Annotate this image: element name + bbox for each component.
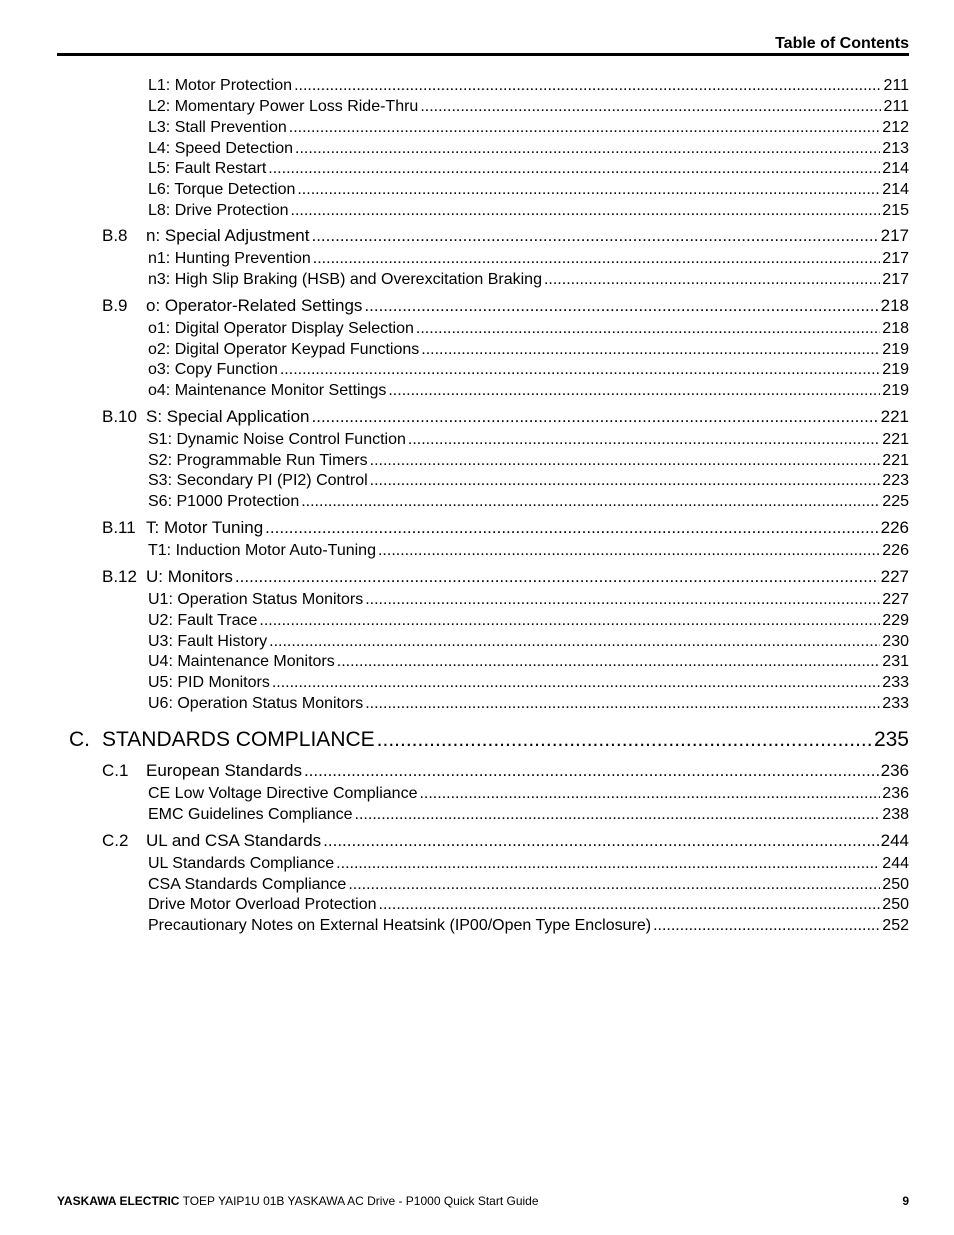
footer-doc-title: TOEP YAIP1U 01B YASKAWA AC Drive - P1000 Quick Start Guide xyxy=(182,1194,539,1208)
toc-entry-label xyxy=(102,761,302,781)
toc-entry-sub[interactable] xyxy=(148,472,909,492)
toc-entry-label xyxy=(148,271,542,289)
toc-entry-number: B.8 xyxy=(102,226,128,245)
toc-entry-text: CSA Standards Compliance xyxy=(148,876,347,893)
toc-entry-sub[interactable] xyxy=(148,382,909,402)
toc-entry-page: 217 xyxy=(880,226,909,245)
toc-entry-label xyxy=(148,785,417,803)
toc-leader-dots xyxy=(379,896,881,914)
toc-leader-dots xyxy=(416,320,880,338)
toc-entry-page: 233 xyxy=(882,674,909,691)
toc-entry-text: UL Standards Compliance xyxy=(148,855,335,872)
toc-entry-text: n1: Hunting Prevention xyxy=(148,250,311,267)
toc-entry-sub[interactable] xyxy=(148,612,909,632)
toc-entry-page: 236 xyxy=(882,785,909,802)
toc-entry-sub[interactable] xyxy=(148,806,909,826)
toc-entry-text: L4: Speed Detection xyxy=(148,140,293,157)
toc-entry-label xyxy=(148,98,418,116)
toc-entry-sec[interactable] xyxy=(102,296,909,318)
toc-leader-dots xyxy=(653,917,880,935)
toc-entry-number: C.2 xyxy=(102,831,129,850)
toc-entry-sub[interactable] xyxy=(148,674,909,694)
toc-entry-text: o3: Copy Function xyxy=(148,361,278,378)
toc-entry-text: U6: Operation Status Monitors xyxy=(148,695,364,712)
toc-entry-sec[interactable] xyxy=(102,567,909,589)
toc-entry-sub[interactable] xyxy=(148,452,909,472)
toc-entry-label xyxy=(69,728,375,752)
toc-entry-text: L1: Motor Protection xyxy=(148,77,293,94)
toc-entry-sub[interactable] xyxy=(148,320,909,340)
toc-entry-page: 219 xyxy=(882,341,909,358)
toc-entry-number: B.10 xyxy=(102,407,137,426)
toc-leader-dots xyxy=(377,728,872,752)
toc-entry-sec[interactable] xyxy=(102,831,909,853)
toc-entry-text: STANDARDS COMPLIANCE xyxy=(102,728,375,751)
toc-entry-sub[interactable] xyxy=(148,271,909,291)
toc-entry-label xyxy=(148,653,335,671)
toc-leader-dots xyxy=(265,518,878,538)
toc-entry-page: 215 xyxy=(882,202,909,219)
toc-leader-dots xyxy=(337,653,881,671)
toc-entry-number: B.9 xyxy=(102,296,128,315)
toc-entry-page: 219 xyxy=(882,361,909,378)
toc-entry-label xyxy=(148,382,386,400)
toc-leader-dots xyxy=(297,181,880,199)
toc-entry-text: Drive Motor Overload Protection xyxy=(148,896,377,913)
toc-entry-text: U5: PID Monitors xyxy=(148,674,270,691)
toc-entry-page: 211 xyxy=(883,77,909,94)
toc-entry-sec[interactable] xyxy=(102,407,909,429)
toc-entry-label xyxy=(148,77,292,95)
footer-page-number: 9 xyxy=(902,1194,909,1208)
toc-entry-page: 244 xyxy=(882,855,909,872)
footer-doc-info xyxy=(57,1194,539,1208)
toc-entry-label xyxy=(148,612,257,630)
toc-entry-label xyxy=(148,493,299,511)
toc-entry-label xyxy=(148,674,270,692)
toc-leader-dots xyxy=(272,674,880,692)
toc-entry-page: 226 xyxy=(882,542,909,559)
toc-entry-label xyxy=(148,160,266,178)
toc-entry-text: U3: Fault History xyxy=(148,633,268,650)
toc-entry-sub[interactable] xyxy=(148,896,909,916)
toc-entry-sub[interactable] xyxy=(148,591,909,611)
toc-entry-page: 235 xyxy=(873,728,909,751)
toc-entry-sec[interactable] xyxy=(102,518,909,540)
toc-entry-page: 233 xyxy=(882,695,909,712)
toc-entry-page: 211 xyxy=(883,98,909,115)
toc-leader-dots xyxy=(421,341,880,359)
toc-leader-dots xyxy=(269,633,880,651)
page-header-title: Table of Contents xyxy=(775,35,909,52)
toc-leader-dots xyxy=(304,761,879,781)
toc-entry-label xyxy=(102,407,310,427)
toc-entry-sub[interactable] xyxy=(148,250,909,270)
toc-leader-dots xyxy=(370,472,881,490)
toc-leader-dots xyxy=(312,407,879,427)
toc-entry-label xyxy=(148,431,406,449)
toc-entry-label xyxy=(148,806,353,824)
toc-entry-text: L2: Momentary Power Loss Ride-Thru xyxy=(148,98,419,115)
toc-entry-text: U4: Maintenance Monitors xyxy=(148,653,335,670)
header-rule xyxy=(57,53,909,56)
toc-entry-text: CE Low Voltage Directive Compliance xyxy=(148,785,418,802)
toc-leader-dots xyxy=(348,876,880,894)
toc-entry-label xyxy=(148,452,368,470)
toc-entry-sub[interactable] xyxy=(148,160,909,180)
toc-entry-number: B.11 xyxy=(102,518,136,537)
toc-entry-label xyxy=(148,250,311,268)
toc-entry-text: o: Operator-Related Settings xyxy=(146,296,363,315)
toc-leader-dots xyxy=(323,831,878,851)
toc-entry-chap[interactable] xyxy=(69,728,909,754)
toc-leader-dots xyxy=(355,806,881,824)
toc-entry-sub[interactable] xyxy=(148,119,909,139)
toc-entry-page: 250 xyxy=(882,876,909,893)
toc-entry-page: 218 xyxy=(880,296,909,315)
toc-leader-dots xyxy=(388,382,880,400)
toc-entry-sub[interactable] xyxy=(148,341,909,361)
toc-entry-label xyxy=(102,831,321,851)
toc-entry-text: L6: Torque Detection xyxy=(148,181,296,198)
toc-entry-sec[interactable] xyxy=(102,226,909,248)
toc-entry-text: S6: P1000 Protection xyxy=(148,493,300,510)
toc-entry-text: n3: High Slip Braking (HSB) and Overexcitation Braking xyxy=(148,271,542,288)
toc-entry-text: U2: Fault Trace xyxy=(148,612,258,629)
toc-entry-number: B.12 xyxy=(102,567,137,586)
toc-leader-dots xyxy=(365,695,880,713)
toc-entry-sub[interactable] xyxy=(148,431,909,451)
toc-entry-sub[interactable] xyxy=(148,542,909,562)
toc-entry-page: 229 xyxy=(882,612,909,629)
toc-entry-page: 227 xyxy=(880,567,909,586)
toc-leader-dots xyxy=(370,452,881,470)
toc-entry-page: 226 xyxy=(880,518,909,537)
toc-entry-label xyxy=(148,876,346,894)
toc-entry-text: U1: Operation Status Monitors xyxy=(148,591,364,608)
toc-leader-dots xyxy=(294,77,881,95)
toc-leader-dots xyxy=(408,431,880,449)
toc-entry-page: 238 xyxy=(882,806,909,823)
toc-entry-sub[interactable] xyxy=(148,653,909,673)
toc-entry-label xyxy=(102,296,362,316)
toc-entry-sub[interactable] xyxy=(148,140,909,160)
toc-entry-label xyxy=(148,591,363,609)
toc-entry-number: C.1 xyxy=(102,761,129,780)
toc-entry-page: 227 xyxy=(882,591,909,608)
toc-entry-sub[interactable] xyxy=(148,202,909,222)
toc-entry-text: L5: Fault Restart xyxy=(148,160,267,177)
toc-entry-page: 236 xyxy=(880,761,909,780)
toc-leader-dots xyxy=(301,493,880,511)
toc-entry-page: 223 xyxy=(882,472,909,489)
toc-entry-text: EMC Guidelines Compliance xyxy=(148,806,353,823)
toc-entry-page: 231 xyxy=(882,653,909,670)
toc-entry-label xyxy=(148,119,287,137)
toc-entry-text: European Standards xyxy=(146,761,302,780)
toc-entry-sub[interactable] xyxy=(148,361,909,381)
toc-entry-page: 213 xyxy=(882,140,909,157)
toc-entry-label xyxy=(102,567,233,587)
toc-leader-dots xyxy=(291,202,881,220)
toc-leader-dots xyxy=(420,98,881,116)
toc-entry-page: 214 xyxy=(882,181,909,198)
toc-entry-page: 219 xyxy=(882,382,909,399)
toc-entry-sub[interactable] xyxy=(148,98,909,118)
toc-entry-sub[interactable] xyxy=(148,917,909,937)
toc-leader-dots xyxy=(378,542,880,560)
toc-leader-dots xyxy=(419,785,880,803)
toc-entry-label xyxy=(148,472,368,490)
toc-entry-page: 217 xyxy=(882,271,909,288)
toc-entry-text: S2: Programmable Run Timers xyxy=(148,452,368,469)
toc-entry-page: 221 xyxy=(882,431,909,448)
toc-entry-sub[interactable] xyxy=(148,855,909,875)
toc-leader-dots xyxy=(280,361,880,379)
toc-entry-page: 221 xyxy=(882,452,909,469)
toc-entry-text: o4: Maintenance Monitor Settings xyxy=(148,382,387,399)
toc-entry-text: T: Motor Tuning xyxy=(146,518,264,537)
toc-entry-sub[interactable] xyxy=(148,181,909,201)
toc-leader-dots xyxy=(364,296,878,316)
toc-entry-page: 212 xyxy=(882,119,909,136)
toc-entry-label xyxy=(148,202,289,220)
toc-entry-text: S3: Secondary PI (PI2) Control xyxy=(148,472,368,489)
toc-entry-sub[interactable] xyxy=(148,77,909,97)
toc-entry-page: 250 xyxy=(882,896,909,913)
toc-leader-dots xyxy=(259,612,880,630)
toc-entry-page: 217 xyxy=(882,250,909,267)
toc-entry-page: 225 xyxy=(882,493,909,510)
toc-entry-text: T1: Induction Motor Auto-Tuning xyxy=(148,542,376,559)
toc-entry-page: 252 xyxy=(882,917,909,934)
toc-leader-dots xyxy=(336,855,880,873)
toc-entry-text: o2: Digital Operator Keypad Functions xyxy=(148,341,420,358)
toc-entry-page: 218 xyxy=(882,320,909,337)
toc-entry-text: S1: Dynamic Noise Control Function xyxy=(148,431,406,448)
toc-leader-dots xyxy=(311,226,878,246)
toc-entry-text: UL and CSA Standards xyxy=(146,831,322,850)
toc-entry-text: S: Special Application xyxy=(146,407,310,426)
toc-entry-page: 244 xyxy=(880,831,909,850)
toc-entry-label xyxy=(148,695,363,713)
toc-entry-sub[interactable] xyxy=(148,493,909,513)
toc-entry-label xyxy=(148,896,377,914)
toc-entry-sub[interactable] xyxy=(148,876,909,896)
toc-leader-dots xyxy=(268,160,880,178)
toc-leader-dots xyxy=(313,250,881,268)
toc-entry-label xyxy=(148,341,419,359)
toc-entry-label xyxy=(148,542,376,560)
footer-brand: YASKAWA ELECTRIC xyxy=(57,1194,180,1208)
toc-entry-label xyxy=(148,181,295,199)
toc-leader-dots xyxy=(235,567,879,587)
toc-entry-sub[interactable] xyxy=(148,695,909,715)
toc-entry-text: L3: Stall Prevention xyxy=(148,119,287,136)
toc-entry-text: U: Monitors xyxy=(146,567,233,586)
toc-entry-number: C. xyxy=(69,728,90,751)
toc-entry-label xyxy=(148,633,267,651)
toc-entry-label xyxy=(148,320,414,338)
toc-leader-dots xyxy=(295,140,880,158)
toc-entry-label xyxy=(148,361,278,379)
toc-leader-dots xyxy=(365,591,880,609)
toc-entry-label xyxy=(148,917,651,935)
toc-entry-text: L8: Drive Protection xyxy=(148,202,289,219)
toc-entry-label xyxy=(148,855,334,873)
toc-leader-dots xyxy=(544,271,880,289)
toc-entry-sec[interactable] xyxy=(102,761,909,783)
toc-entry-label xyxy=(102,518,263,538)
toc-entry-text: Precautionary Notes on External Heatsink (IP00/Open Type Enclosure) xyxy=(148,917,652,934)
toc-entry-sub[interactable] xyxy=(148,785,909,805)
toc-entry-label xyxy=(102,226,309,246)
toc-leader-dots xyxy=(289,119,881,137)
toc-entry-page: 230 xyxy=(882,633,909,650)
toc-entry-label xyxy=(148,140,293,158)
toc-entry-text: o1: Digital Operator Display Selection xyxy=(148,320,414,337)
toc-entry-sub[interactable] xyxy=(148,633,909,653)
toc-entry-page: 221 xyxy=(880,407,909,426)
toc-entry-text: n: Special Adjustment xyxy=(146,226,310,245)
toc-entry-page: 214 xyxy=(882,160,909,177)
